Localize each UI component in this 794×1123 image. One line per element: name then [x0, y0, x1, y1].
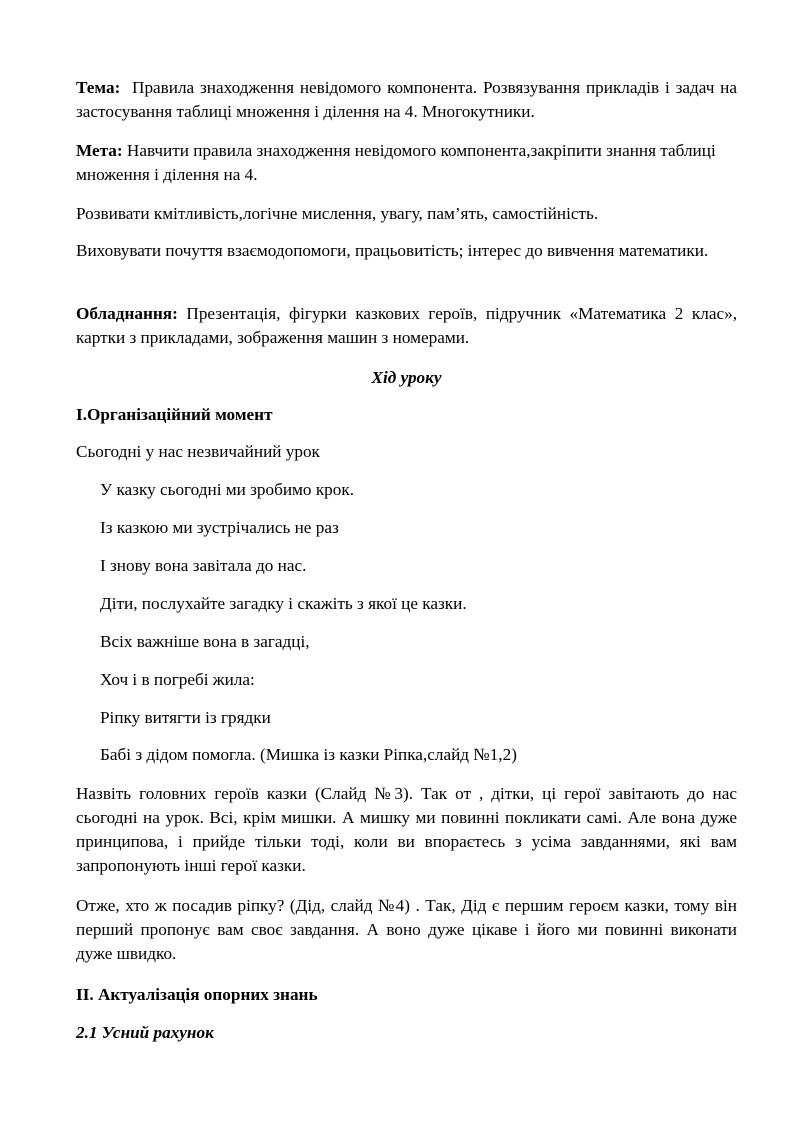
- poem-line-2: Із казкою ми зустрічались не раз: [100, 518, 339, 537]
- section1-heading: I.Організаційний момент: [76, 405, 273, 424]
- poem-line-7: Ріпку витягти із грядки: [100, 708, 271, 727]
- develop-paragraph: Розвивати кмітливість,логічне мислення, увагу, пам’ять, самостійність.: [76, 204, 599, 223]
- educate-paragraph: Виховувати почуття взаємодопомоги, працьовитість; інтерес до вивчення математики.: [76, 241, 709, 260]
- section1-intro: Сьогодні у нас незвичайний урок: [76, 442, 320, 461]
- poem-line-4: Діти, послухайте загадку і скажіть з якої це казки.: [100, 594, 467, 613]
- section2-subheading: 2.1 Усний рахунок: [76, 1023, 214, 1042]
- equipment-label: Обладнання:: [76, 304, 178, 323]
- poem-line-8: Бабі з дідом помогла. (Мишка із казки Ріпка,слайд №1,2): [100, 745, 517, 764]
- topic-paragraph: [76, 76, 737, 124]
- poem-line-1: У казку сьогодні ми зробимо крок.: [100, 480, 355, 499]
- equipment-paragraph: [76, 302, 737, 350]
- topic-label: Тема:: [76, 78, 121, 97]
- section2-heading: II. Актуалізація опорних знань: [76, 985, 318, 1004]
- poem-line-3: І знову вона завітала до нас.: [100, 556, 307, 575]
- topic-text: Правила знаходження невідомого компонента. Розвязування прикладів і задач на застосування таблиці множення і ділення на 4. Многокутники.: [76, 78, 737, 121]
- goal-label: Мета:: [76, 141, 123, 160]
- poem-line-5: Всіх важніше вона в загадці,: [100, 632, 310, 651]
- lesson-heading: Хід уроку: [371, 368, 442, 387]
- poem-line-6: Хоч і в погребі жила:: [100, 670, 255, 689]
- section1-paragraph-1: Назвіть головних героїв казки (Слайд №3). Так от , дітки, ці герої завітають до нас сьогодні на урок. Всі, крім мишки. А мишку ми повинні покликати самі. Але вона дуже принципова, і прийде тільки тоді, коли ви впораєтесь з усіма завданнями, які вам запропонують інші герої казки.: [76, 784, 737, 875]
- equipment-text: Презентація, фігурки казкових героїв, підручник «Математика 2 клас», картки з прикладами, зображення машин з номерами.: [76, 304, 738, 347]
- goal-text: Навчити правила знаходження невідомого компонента,закріпити знання таблиці множення і ділення на 4.: [76, 141, 716, 184]
- section1-paragraph-2: Отже, хто ж посадив ріпку? (Дід, слайд №4) . Так, Дід є першим героєм казки, тому він перший пропонує вам своє завдання. А воно дуже цікаве і його ми повинні виконати дуже швидко.: [76, 896, 737, 963]
- goal-paragraph: [76, 139, 737, 187]
